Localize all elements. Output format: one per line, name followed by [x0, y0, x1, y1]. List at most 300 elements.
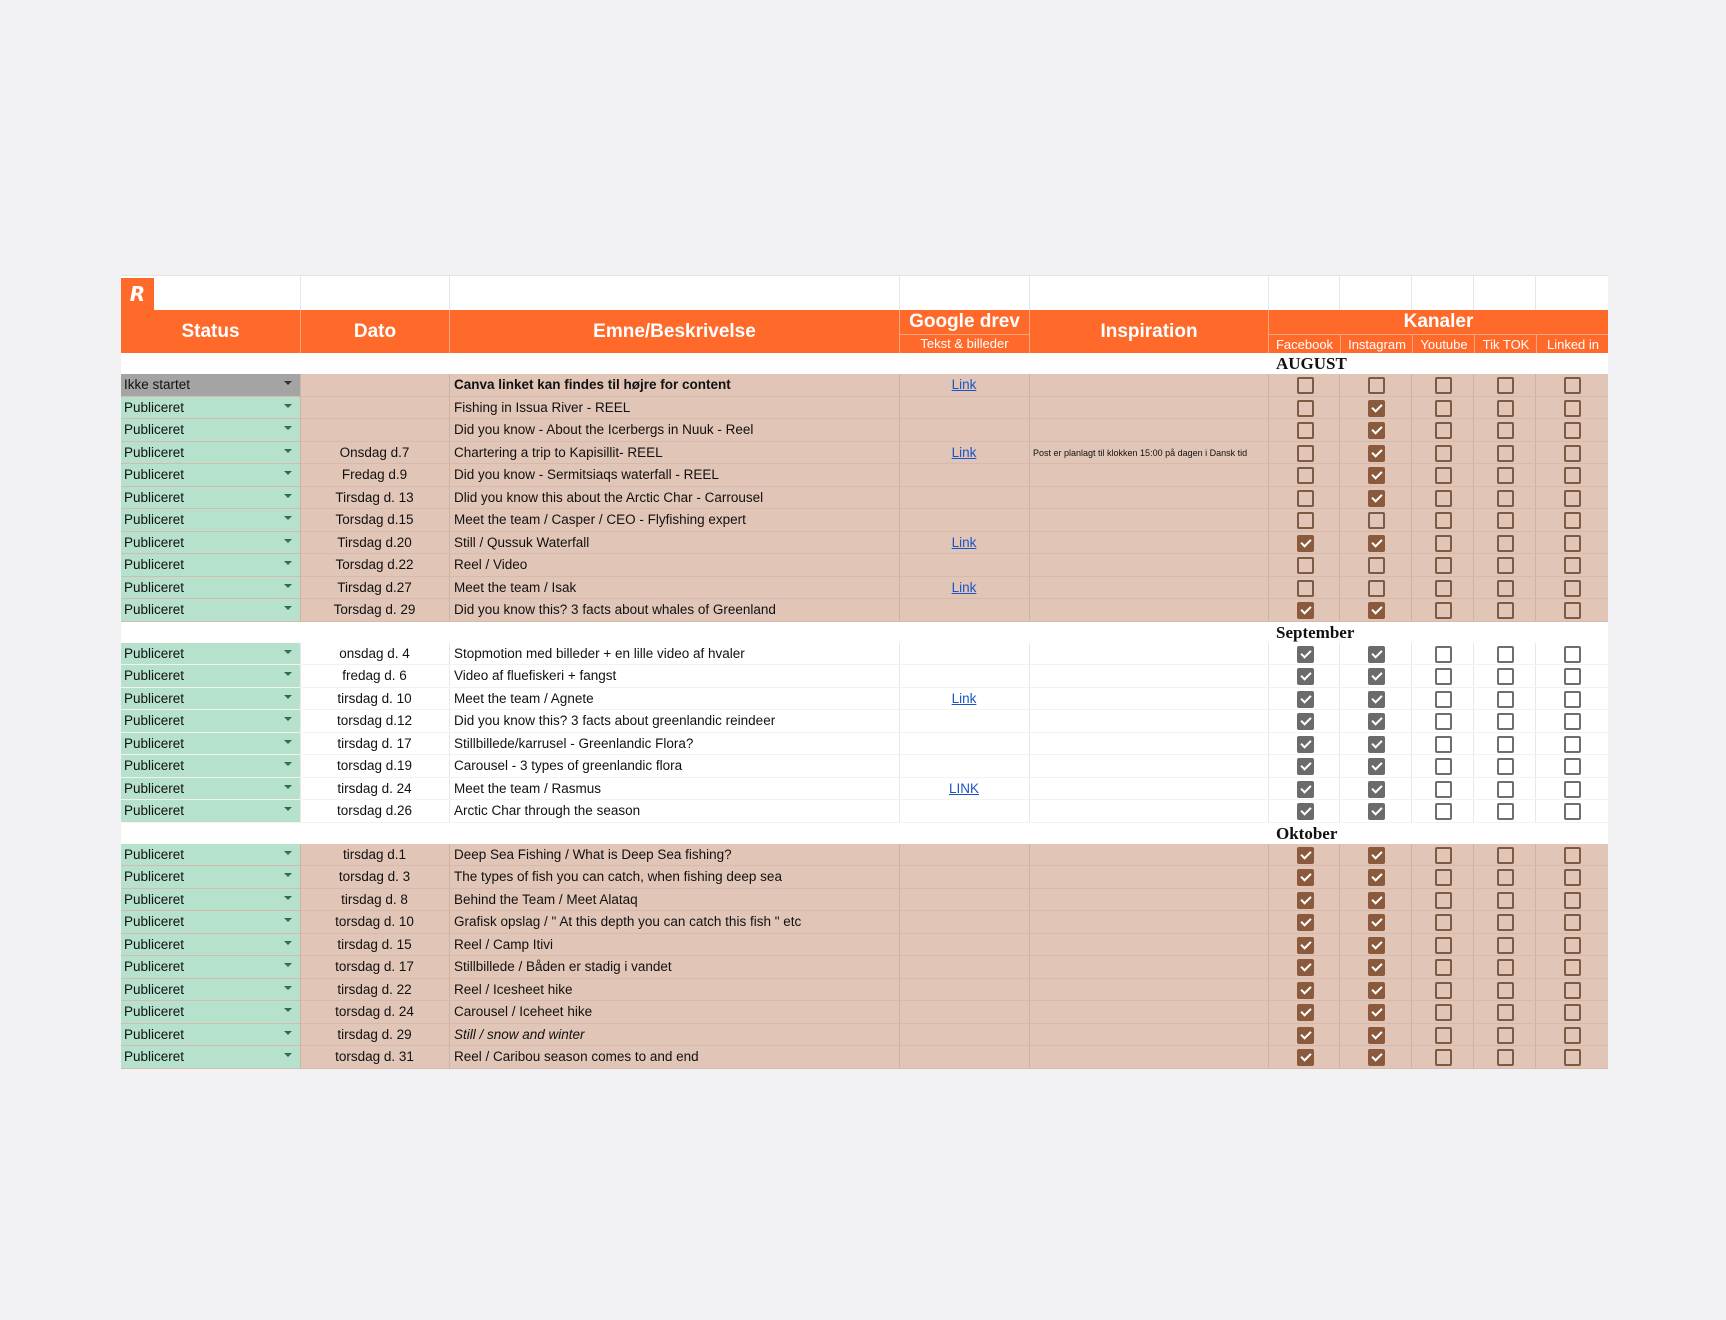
checkbox-instagram[interactable]: [1368, 691, 1385, 708]
drive-link[interactable]: [900, 419, 1028, 441]
drive-link[interactable]: [900, 464, 1028, 486]
drive-link[interactable]: [900, 665, 1028, 687]
topic-cell[interactable]: Grafisk opslag / " At this depth you can catch this fish " etc: [454, 914, 802, 929]
drive-link[interactable]: [900, 911, 1028, 933]
checkbox-instagram[interactable]: [1368, 535, 1385, 552]
checkbox-facebook[interactable]: [1297, 535, 1314, 552]
status-dropdown[interactable]: [121, 554, 300, 576]
checkbox-tik-tok[interactable]: [1497, 668, 1514, 685]
date-cell[interactable]: Tirsdag d.20: [337, 534, 412, 550]
topic-cell[interactable]: Carousel / Iceheet hike: [454, 1004, 593, 1019]
date-cell[interactable]: [301, 397, 448, 419]
checkbox-linked-in[interactable]: [1564, 937, 1581, 954]
checkbox-tik-tok[interactable]: [1497, 982, 1514, 999]
topic-cell[interactable]: Deep Sea Fishing / What is Deep Sea fishing?: [454, 846, 732, 862]
checkbox-youtube[interactable]: [1435, 602, 1452, 619]
checkbox-tik-tok[interactable]: [1497, 490, 1514, 507]
checkbox-linked-in[interactable]: [1564, 557, 1581, 574]
dropdown-arrow-icon[interactable]: [284, 1031, 292, 1035]
checkbox-facebook[interactable]: [1297, 758, 1314, 775]
checkbox-youtube[interactable]: [1435, 646, 1452, 663]
topic-cell[interactable]: Reel / Camp Itivi: [454, 936, 554, 952]
status-dropdown[interactable]: [121, 397, 300, 419]
status-dropdown[interactable]: [121, 710, 300, 732]
status-dropdown[interactable]: [121, 577, 300, 599]
inspiration-cell[interactable]: [1030, 1001, 1268, 1023]
inspiration-cell[interactable]: [1030, 778, 1268, 800]
inspiration-cell[interactable]: [1030, 1046, 1268, 1068]
checkbox-tik-tok[interactable]: [1497, 467, 1514, 484]
inspiration-cell[interactable]: [1030, 419, 1268, 441]
dropdown-arrow-icon[interactable]: [284, 762, 292, 766]
checkbox-tik-tok[interactable]: [1497, 1049, 1514, 1066]
header-channel-youtube[interactable]: Youtube: [1412, 335, 1475, 354]
checkbox-youtube[interactable]: [1435, 400, 1452, 417]
checkbox-youtube[interactable]: [1435, 713, 1452, 730]
checkbox-instagram[interactable]: [1368, 646, 1385, 663]
checkbox-instagram[interactable]: [1368, 580, 1385, 597]
checkbox-facebook[interactable]: [1297, 803, 1314, 820]
checkbox-facebook[interactable]: [1297, 736, 1314, 753]
dropdown-arrow-icon[interactable]: [284, 717, 292, 721]
checkbox-tik-tok[interactable]: [1497, 713, 1514, 730]
checkbox-youtube[interactable]: [1435, 535, 1452, 552]
checkbox-linked-in[interactable]: [1564, 1049, 1581, 1066]
checkbox-youtube[interactable]: [1435, 580, 1452, 597]
drive-link[interactable]: Link: [951, 444, 977, 460]
checkbox-facebook[interactable]: [1297, 467, 1314, 484]
checkbox-youtube[interactable]: [1435, 512, 1452, 529]
checkbox-linked-in[interactable]: [1564, 982, 1581, 999]
checkbox-linked-in[interactable]: [1564, 377, 1581, 394]
topic-cell[interactable]: Fishing in Issua River - REEL: [454, 399, 631, 415]
topic-cell[interactable]: Stillbillede / Båden er stadig i vandet: [454, 959, 672, 974]
date-cell[interactable]: Torsdag d. 29: [333, 602, 416, 617]
topic-cell[interactable]: Canva linket kan findes til højre for content: [454, 377, 731, 392]
drive-link[interactable]: [900, 956, 1028, 978]
checkbox-tik-tok[interactable]: [1497, 869, 1514, 886]
checkbox-tik-tok[interactable]: [1497, 400, 1514, 417]
inspiration-cell[interactable]: [1030, 800, 1268, 822]
drive-link[interactable]: [900, 509, 1028, 531]
date-cell[interactable]: tirsdag d. 24: [337, 780, 412, 796]
status-dropdown[interactable]: [121, 374, 300, 396]
inspiration-cell[interactable]: [1030, 487, 1268, 509]
status-dropdown[interactable]: [121, 464, 300, 486]
checkbox-youtube[interactable]: [1435, 1004, 1452, 1021]
checkbox-linked-in[interactable]: [1564, 781, 1581, 798]
status-dropdown[interactable]: [121, 688, 300, 710]
checkbox-facebook[interactable]: [1297, 892, 1314, 909]
status-dropdown[interactable]: [121, 665, 300, 687]
checkbox-linked-in[interactable]: [1564, 445, 1581, 462]
checkbox-facebook[interactable]: [1297, 713, 1314, 730]
drive-link[interactable]: [900, 733, 1028, 755]
checkbox-instagram[interactable]: [1368, 1027, 1385, 1044]
checkbox-youtube[interactable]: [1435, 490, 1452, 507]
date-cell[interactable]: Torsdag d.15: [335, 512, 414, 527]
drive-link[interactable]: [900, 1046, 1028, 1068]
inspiration-cell[interactable]: [1030, 866, 1268, 888]
checkbox-youtube[interactable]: [1435, 668, 1452, 685]
date-cell[interactable]: torsdag d.12: [336, 713, 413, 728]
drive-link[interactable]: [900, 800, 1028, 822]
status-dropdown[interactable]: [121, 755, 300, 777]
date-cell[interactable]: tirsdag d. 17: [337, 735, 412, 751]
topic-cell[interactable]: Meet the team / Agnete: [454, 690, 594, 706]
status-dropdown[interactable]: [121, 487, 300, 509]
checkbox-facebook[interactable]: [1297, 847, 1314, 864]
drive-link[interactable]: Link: [951, 579, 977, 595]
inspiration-cell[interactable]: [1030, 956, 1268, 978]
checkbox-youtube[interactable]: [1435, 691, 1452, 708]
date-cell[interactable]: torsdag d. 24: [335, 1004, 414, 1019]
inspiration-cell[interactable]: [1030, 710, 1268, 732]
topic-cell[interactable]: Meet the team / Rasmus: [454, 780, 602, 796]
checkbox-youtube[interactable]: [1435, 1049, 1452, 1066]
checkbox-tik-tok[interactable]: [1497, 892, 1514, 909]
date-cell[interactable]: torsdag d. 10: [335, 914, 414, 929]
checkbox-youtube[interactable]: [1435, 914, 1452, 931]
checkbox-tik-tok[interactable]: [1497, 736, 1514, 753]
status-dropdown[interactable]: [121, 509, 300, 531]
checkbox-tik-tok[interactable]: [1497, 422, 1514, 439]
header-dato[interactable]: Dato: [301, 310, 449, 353]
checkbox-facebook[interactable]: [1297, 422, 1314, 439]
checkbox-facebook[interactable]: [1297, 982, 1314, 999]
dropdown-arrow-icon[interactable]: [284, 785, 292, 789]
checkbox-youtube[interactable]: [1435, 422, 1452, 439]
topic-cell[interactable]: Reel / Icesheet hike: [454, 981, 573, 997]
checkbox-linked-in[interactable]: [1564, 691, 1581, 708]
dropdown-arrow-icon[interactable]: [284, 539, 292, 543]
checkbox-linked-in[interactable]: [1564, 422, 1581, 439]
checkbox-facebook[interactable]: [1297, 646, 1314, 663]
date-cell[interactable]: Tirsdag d.27: [337, 579, 412, 595]
checkbox-youtube[interactable]: [1435, 803, 1452, 820]
checkbox-linked-in[interactable]: [1564, 646, 1581, 663]
checkbox-youtube[interactable]: [1435, 781, 1452, 798]
drive-link[interactable]: Link: [951, 690, 977, 706]
checkbox-instagram[interactable]: [1368, 781, 1385, 798]
checkbox-instagram[interactable]: [1368, 422, 1385, 439]
dropdown-arrow-icon[interactable]: [284, 650, 292, 654]
date-cell[interactable]: torsdag d. 3: [338, 869, 411, 884]
topic-cell[interactable]: Stillbillede/karrusel - Greenlandic Flora?: [454, 735, 694, 751]
checkbox-instagram[interactable]: [1368, 736, 1385, 753]
checkbox-linked-in[interactable]: [1564, 1004, 1581, 1021]
inspiration-cell[interactable]: [1030, 889, 1268, 911]
checkbox-linked-in[interactable]: [1564, 892, 1581, 909]
drive-link[interactable]: Link: [951, 534, 977, 550]
status-dropdown[interactable]: [121, 866, 300, 888]
drive-link[interactable]: [900, 710, 1028, 732]
checkbox-youtube[interactable]: [1435, 467, 1452, 484]
status-dropdown[interactable]: [121, 1001, 300, 1023]
checkbox-tik-tok[interactable]: [1497, 914, 1514, 931]
checkbox-linked-in[interactable]: [1564, 736, 1581, 753]
inspiration-cell[interactable]: [1030, 509, 1268, 531]
drive-link[interactable]: [900, 599, 1028, 621]
date-cell[interactable]: torsdag d.19: [336, 758, 413, 773]
date-cell[interactable]: tirsdag d. 22: [337, 981, 412, 997]
checkbox-tik-tok[interactable]: [1497, 959, 1514, 976]
topic-cell[interactable]: Did you know - About the Icerbergs in Nuuk - Reel: [454, 422, 754, 437]
checkbox-facebook[interactable]: [1297, 1004, 1314, 1021]
inspiration-cell[interactable]: [1030, 397, 1268, 419]
header-status[interactable]: Status: [121, 310, 300, 353]
checkbox-facebook[interactable]: [1297, 937, 1314, 954]
checkbox-tik-tok[interactable]: [1497, 937, 1514, 954]
checkbox-youtube[interactable]: [1435, 1027, 1452, 1044]
checkbox-tik-tok[interactable]: [1497, 602, 1514, 619]
checkbox-facebook[interactable]: [1297, 377, 1314, 394]
checkbox-tik-tok[interactable]: [1497, 377, 1514, 394]
topic-cell[interactable]: Chartering a trip to Kapisillit- REEL: [454, 444, 663, 460]
inspiration-cell[interactable]: [1030, 577, 1268, 599]
checkbox-tik-tok[interactable]: [1497, 758, 1514, 775]
checkbox-linked-in[interactable]: [1564, 512, 1581, 529]
header-inspiration[interactable]: Inspiration: [1030, 310, 1268, 353]
topic-cell[interactable]: Dlid you know this about the Arctic Char - Carrousel: [454, 489, 764, 505]
topic-cell[interactable]: Video af fluefiskeri + fangst: [454, 668, 617, 683]
date-cell[interactable]: torsdag d. 17: [335, 959, 414, 974]
drive-link[interactable]: [900, 844, 1028, 866]
checkbox-instagram[interactable]: [1368, 490, 1385, 507]
checkbox-linked-in[interactable]: [1564, 580, 1581, 597]
checkbox-linked-in[interactable]: [1564, 869, 1581, 886]
date-cell[interactable]: onsdag d. 4: [339, 645, 410, 661]
topic-cell[interactable]: Behind the Team / Meet Alataq: [454, 891, 638, 907]
checkbox-facebook[interactable]: [1297, 959, 1314, 976]
checkbox-instagram[interactable]: [1368, 1004, 1385, 1021]
dropdown-arrow-icon[interactable]: [284, 672, 292, 676]
date-cell[interactable]: [301, 419, 448, 441]
checkbox-facebook[interactable]: [1297, 691, 1314, 708]
dropdown-arrow-icon[interactable]: [284, 851, 292, 855]
inspiration-cell[interactable]: [1030, 733, 1268, 755]
checkbox-facebook[interactable]: [1297, 400, 1314, 417]
checkbox-tik-tok[interactable]: [1497, 646, 1514, 663]
checkbox-instagram[interactable]: [1368, 847, 1385, 864]
checkbox-instagram[interactable]: [1368, 512, 1385, 529]
drive-link[interactable]: [900, 1001, 1028, 1023]
date-cell[interactable]: tirsdag d. 10: [337, 690, 412, 706]
status-dropdown[interactable]: [121, 800, 300, 822]
status-dropdown[interactable]: [121, 889, 300, 911]
checkbox-instagram[interactable]: [1368, 982, 1385, 999]
checkbox-tik-tok[interactable]: [1497, 535, 1514, 552]
date-cell[interactable]: Fredag d.9: [341, 467, 408, 482]
topic-cell[interactable]: Reel / Video: [454, 557, 528, 572]
checkbox-youtube[interactable]: [1435, 937, 1452, 954]
drive-link[interactable]: [900, 866, 1028, 888]
checkbox-instagram[interactable]: [1368, 400, 1385, 417]
checkbox-linked-in[interactable]: [1564, 914, 1581, 931]
inspiration-cell[interactable]: [1030, 643, 1268, 665]
header-channel-linked-in[interactable]: Linked in: [1536, 335, 1609, 354]
checkbox-tik-tok[interactable]: [1497, 847, 1514, 864]
checkbox-instagram[interactable]: [1368, 758, 1385, 775]
checkbox-tik-tok[interactable]: [1497, 1004, 1514, 1021]
checkbox-linked-in[interactable]: [1564, 490, 1581, 507]
checkbox-youtube[interactable]: [1435, 869, 1452, 886]
inspiration-cell[interactable]: [1030, 554, 1268, 576]
status-dropdown[interactable]: [121, 1046, 300, 1068]
checkbox-instagram[interactable]: [1368, 1049, 1385, 1066]
header-channel-facebook[interactable]: Facebook: [1275, 337, 1334, 352]
inspiration-cell[interactable]: [1030, 374, 1268, 396]
checkbox-facebook[interactable]: [1297, 557, 1314, 574]
status-dropdown[interactable]: [121, 1024, 300, 1046]
checkbox-linked-in[interactable]: [1564, 758, 1581, 775]
header-google-drev[interactable]: [900, 310, 1029, 353]
date-cell[interactable]: torsdag d.26: [336, 803, 413, 818]
date-cell[interactable]: Onsdag d.7: [339, 444, 410, 460]
topic-cell[interactable]: Stopmotion med billeder + en lille video af hvaler: [454, 645, 745, 661]
checkbox-linked-in[interactable]: [1564, 959, 1581, 976]
checkbox-facebook[interactable]: [1297, 580, 1314, 597]
dropdown-arrow-icon[interactable]: [284, 471, 292, 475]
header-emne[interactable]: Emne/Beskrivelse: [450, 310, 899, 353]
inspiration-cell[interactable]: [1030, 934, 1268, 956]
status-dropdown[interactable]: [121, 599, 300, 621]
topic-cell[interactable]: Meet the team / Isak: [454, 579, 577, 595]
checkbox-instagram[interactable]: [1368, 892, 1385, 909]
date-cell[interactable]: tirsdag d. 29: [337, 1026, 412, 1042]
checkbox-facebook[interactable]: [1297, 668, 1314, 685]
inspiration-cell[interactable]: [1030, 464, 1268, 486]
checkbox-tik-tok[interactable]: [1497, 803, 1514, 820]
inspiration-cell[interactable]: [1030, 911, 1268, 933]
drive-link[interactable]: LINK: [948, 780, 979, 796]
checkbox-youtube[interactable]: [1435, 736, 1452, 753]
checkbox-facebook[interactable]: [1297, 1027, 1314, 1044]
checkbox-instagram[interactable]: [1368, 914, 1385, 931]
drive-link[interactable]: Link: [951, 377, 977, 392]
status-dropdown[interactable]: [121, 911, 300, 933]
dropdown-arrow-icon[interactable]: [284, 740, 292, 744]
topic-cell[interactable]: Still / Qussuk Waterfall: [454, 534, 590, 550]
checkbox-instagram[interactable]: [1368, 803, 1385, 820]
checkbox-facebook[interactable]: [1297, 781, 1314, 798]
checkbox-youtube[interactable]: [1435, 445, 1452, 462]
checkbox-youtube[interactable]: [1435, 847, 1452, 864]
dropdown-arrow-icon[interactable]: [284, 584, 292, 588]
topic-cell[interactable]: Did you know this? 3 facts about whales of Greenland: [454, 602, 776, 617]
inspiration-cell[interactable]: [1030, 1024, 1268, 1046]
date-cell[interactable]: Torsdag d.22: [335, 557, 414, 572]
status-dropdown[interactable]: [121, 442, 300, 464]
inspiration-cell[interactable]: [1030, 532, 1268, 554]
checkbox-instagram[interactable]: [1368, 445, 1385, 462]
topic-cell[interactable]: Arctic Char through the season: [454, 803, 641, 818]
inspiration-cell[interactable]: [1030, 688, 1268, 710]
checkbox-linked-in[interactable]: [1564, 535, 1581, 552]
status-dropdown[interactable]: [121, 934, 300, 956]
dropdown-arrow-icon[interactable]: [284, 807, 292, 811]
checkbox-tik-tok[interactable]: [1497, 557, 1514, 574]
dropdown-arrow-icon[interactable]: [284, 449, 292, 453]
checkbox-tik-tok[interactable]: [1497, 781, 1514, 798]
topic-cell[interactable]: The types of fish you can catch, when fishing deep sea: [454, 869, 782, 884]
inspiration-cell[interactable]: [1030, 599, 1268, 621]
status-dropdown[interactable]: [121, 532, 300, 554]
checkbox-youtube[interactable]: [1435, 892, 1452, 909]
drive-link[interactable]: [900, 397, 1028, 419]
topic-cell[interactable]: Still / snow and winter: [454, 1026, 585, 1042]
checkbox-tik-tok[interactable]: [1497, 691, 1514, 708]
checkbox-tik-tok[interactable]: [1497, 445, 1514, 462]
date-cell[interactable]: Tirsdag d. 13: [335, 489, 414, 505]
checkbox-instagram[interactable]: [1368, 668, 1385, 685]
checkbox-instagram[interactable]: [1368, 713, 1385, 730]
date-cell[interactable]: torsdag d. 31: [335, 1049, 414, 1064]
inspiration-cell[interactable]: Post er planlagt til klokken 15:00 på dagen i Dansk tid: [1033, 447, 1248, 458]
checkbox-tik-tok[interactable]: [1497, 512, 1514, 529]
dropdown-arrow-icon[interactable]: [284, 404, 292, 408]
header-channel-instagram[interactable]: Instagram: [1340, 335, 1413, 354]
date-cell[interactable]: fredag d. 6: [342, 668, 407, 683]
checkbox-youtube[interactable]: [1435, 377, 1452, 394]
inspiration-cell[interactable]: [1030, 665, 1268, 687]
checkbox-youtube[interactable]: [1435, 959, 1452, 976]
checkbox-instagram[interactable]: [1368, 937, 1385, 954]
dropdown-arrow-icon[interactable]: [284, 941, 292, 945]
dropdown-arrow-icon[interactable]: [284, 986, 292, 990]
dropdown-arrow-icon[interactable]: [284, 873, 292, 877]
checkbox-instagram[interactable]: [1368, 467, 1385, 484]
inspiration-cell[interactable]: [1030, 755, 1268, 777]
dropdown-arrow-icon[interactable]: [284, 606, 292, 610]
checkbox-linked-in[interactable]: [1564, 803, 1581, 820]
checkbox-facebook[interactable]: [1297, 914, 1314, 931]
dropdown-arrow-icon[interactable]: [284, 963, 292, 967]
checkbox-facebook[interactable]: [1297, 445, 1314, 462]
checkbox-facebook[interactable]: [1297, 512, 1314, 529]
checkbox-linked-in[interactable]: [1564, 1027, 1581, 1044]
checkbox-facebook[interactable]: [1297, 602, 1314, 619]
checkbox-linked-in[interactable]: [1564, 713, 1581, 730]
date-cell[interactable]: tirsdag d. 8: [341, 891, 408, 907]
drive-link[interactable]: [900, 979, 1028, 1001]
dropdown-arrow-icon[interactable]: [284, 896, 292, 900]
checkbox-youtube[interactable]: [1435, 758, 1452, 775]
dropdown-arrow-icon[interactable]: [284, 381, 292, 385]
date-cell[interactable]: tirsdag d.1: [342, 846, 407, 862]
checkbox-instagram[interactable]: [1368, 959, 1385, 976]
status-dropdown[interactable]: [121, 419, 300, 441]
checkbox-facebook[interactable]: [1297, 1049, 1314, 1066]
dropdown-arrow-icon[interactable]: [284, 426, 292, 430]
topic-cell[interactable]: Did you know - Sermitsiaqs waterfall - REEL: [454, 467, 719, 482]
checkbox-facebook[interactable]: [1297, 869, 1314, 886]
checkbox-linked-in[interactable]: [1564, 668, 1581, 685]
status-dropdown[interactable]: [121, 956, 300, 978]
topic-cell[interactable]: Carousel - 3 types of greenlandic flora: [454, 758, 683, 773]
drive-link[interactable]: [900, 934, 1028, 956]
drive-link[interactable]: [900, 643, 1028, 665]
dropdown-arrow-icon[interactable]: [284, 918, 292, 922]
checkbox-linked-in[interactable]: [1564, 847, 1581, 864]
dropdown-arrow-icon[interactable]: [284, 1053, 292, 1057]
dropdown-arrow-icon[interactable]: [284, 561, 292, 565]
status-dropdown[interactable]: [121, 979, 300, 1001]
header-kanaler[interactable]: [1269, 310, 1608, 353]
status-dropdown[interactable]: [121, 778, 300, 800]
date-cell[interactable]: tirsdag d. 15: [337, 936, 412, 952]
status-dropdown[interactable]: [121, 844, 300, 866]
